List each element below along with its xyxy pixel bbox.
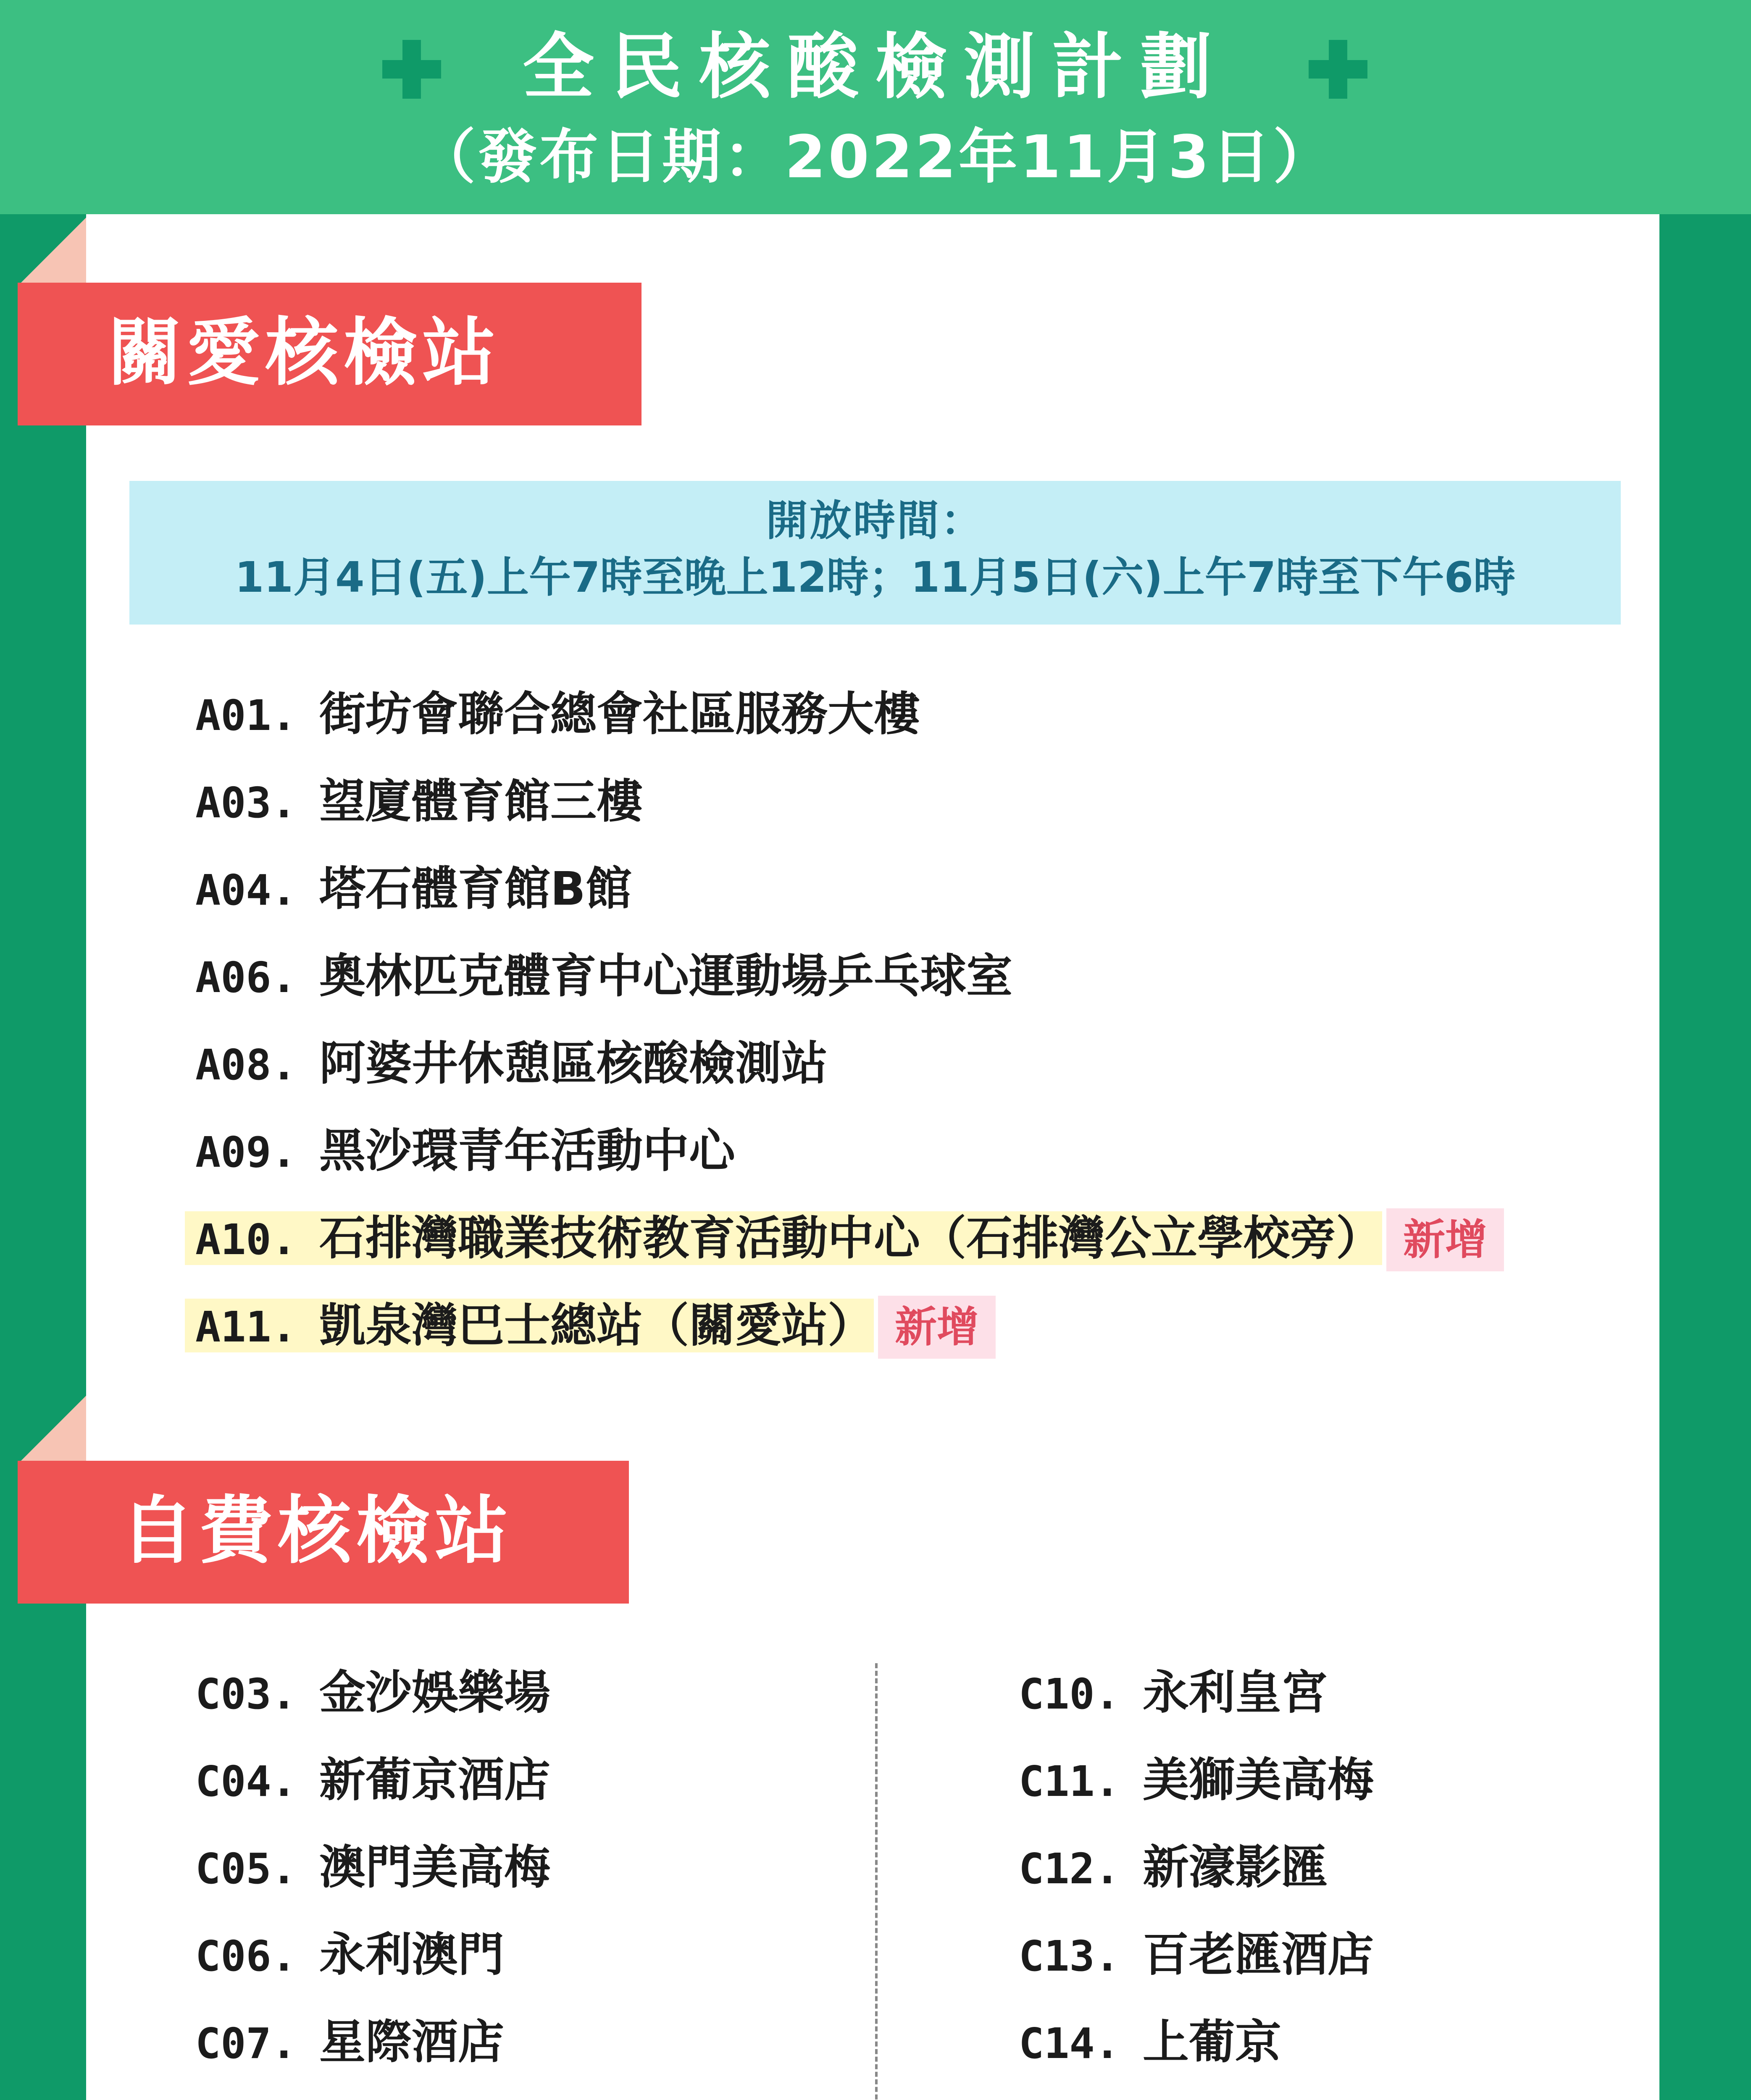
opening-hours-label: 開放時間： bbox=[766, 496, 984, 545]
list-item-new bbox=[185, 1207, 1504, 1271]
station-code: C05. bbox=[195, 1844, 297, 1893]
station-name: 星際酒店 bbox=[319, 2015, 504, 2069]
station-name: 澳門美高梅 bbox=[319, 1840, 550, 1894]
station-code: C13. bbox=[1019, 1932, 1120, 1981]
list-item bbox=[1019, 2011, 1281, 2075]
header-banner bbox=[0, 0, 1751, 214]
list-item bbox=[1019, 1923, 1374, 1988]
station-code: A06. bbox=[195, 953, 297, 1002]
new-badge: 新增 bbox=[1386, 1208, 1504, 1271]
station-name: 新濠影匯 bbox=[1143, 1840, 1328, 1894]
opening-hours-text: 11月4日(五)上午7時至晚上12時；11月5日(六)上午7時至下午6時 bbox=[234, 553, 1516, 602]
station-code: C14. bbox=[1019, 2019, 1120, 2068]
station-code: A01. bbox=[195, 691, 297, 740]
station-code: A03. bbox=[195, 778, 297, 827]
station-code: A10. bbox=[195, 1215, 297, 1264]
station-name: 美獅美高梅 bbox=[1143, 1753, 1374, 1807]
station-name: 新葡京酒店 bbox=[319, 1753, 550, 1807]
page-title: 全民核酸檢測計劃 bbox=[522, 26, 1228, 109]
station-code: A11. bbox=[195, 1302, 297, 1352]
list-item bbox=[195, 1923, 504, 1988]
station-code: C11. bbox=[1019, 1757, 1120, 1806]
list-item bbox=[195, 1119, 735, 1184]
care-stations-heading: 關愛核檢站 bbox=[18, 283, 642, 425]
list-item bbox=[195, 1748, 550, 1813]
list-item bbox=[1019, 1836, 1328, 1900]
station-name: 永利澳門 bbox=[319, 1928, 504, 1982]
list-item bbox=[195, 1836, 550, 1900]
opening-hours-box bbox=[129, 481, 1621, 625]
station-name: 上葡京 bbox=[1143, 2015, 1281, 2069]
list-item bbox=[195, 857, 632, 922]
station-code: A08. bbox=[195, 1040, 297, 1089]
plus-icon bbox=[1309, 40, 1367, 99]
station-name: 永利皇宮 bbox=[1143, 1666, 1328, 1719]
list-item bbox=[195, 682, 920, 747]
station-name: 凱泉灣巴士總站（關愛站） bbox=[319, 1299, 874, 1352]
list-item bbox=[195, 945, 1012, 1009]
publish-date: （發布日期：2022年11月3日） bbox=[417, 123, 1334, 192]
station-code: C10. bbox=[1019, 1670, 1120, 1719]
list-item bbox=[195, 2011, 504, 2075]
station-code: C12. bbox=[1019, 1844, 1120, 1893]
station-name: 阿婆井休憩區核酸檢測站 bbox=[319, 1037, 828, 1090]
station-code: C07. bbox=[195, 2019, 297, 2068]
ribbon-fold bbox=[21, 1396, 86, 1461]
ribbon-fold bbox=[21, 218, 86, 283]
list-item bbox=[195, 1032, 828, 1097]
list-item bbox=[195, 2098, 597, 2100]
column-divider bbox=[875, 1663, 878, 2100]
station-name: 石排灣職業技術教育活動中心（石排灣公立學校旁） bbox=[319, 1211, 1382, 1265]
station-code: C04. bbox=[195, 1757, 297, 1806]
list-item bbox=[195, 1661, 550, 1726]
list-item bbox=[1019, 1748, 1374, 1813]
station-name: 黑沙環青年活動中心 bbox=[319, 1124, 735, 1178]
station-name: 奧林匹克體育中心運動場乒乓球室 bbox=[319, 949, 1012, 1003]
station-code: A09. bbox=[195, 1128, 297, 1177]
station-name: 金沙娛樂場 bbox=[319, 1666, 550, 1719]
station-code: C06. bbox=[195, 1932, 297, 1981]
list-item bbox=[195, 770, 643, 835]
station-name: 塔石體育館B館 bbox=[319, 862, 632, 916]
list-item bbox=[1019, 1661, 1328, 1726]
list-item bbox=[1019, 2098, 1420, 2100]
highlight bbox=[185, 1299, 874, 1352]
station-name: 百老匯酒店 bbox=[1143, 1928, 1374, 1982]
list-item-new bbox=[185, 1294, 996, 1359]
highlight bbox=[185, 1211, 1382, 1265]
station-name: 望廈體育館三樓 bbox=[319, 774, 643, 828]
station-name: 街坊會聯合總會社區服務大樓 bbox=[319, 687, 920, 741]
station-code: C03. bbox=[195, 1670, 297, 1719]
new-badge: 新增 bbox=[878, 1296, 996, 1359]
station-code: A04. bbox=[195, 866, 297, 915]
self-paid-stations-heading: 自費核檢站 bbox=[18, 1461, 629, 1604]
